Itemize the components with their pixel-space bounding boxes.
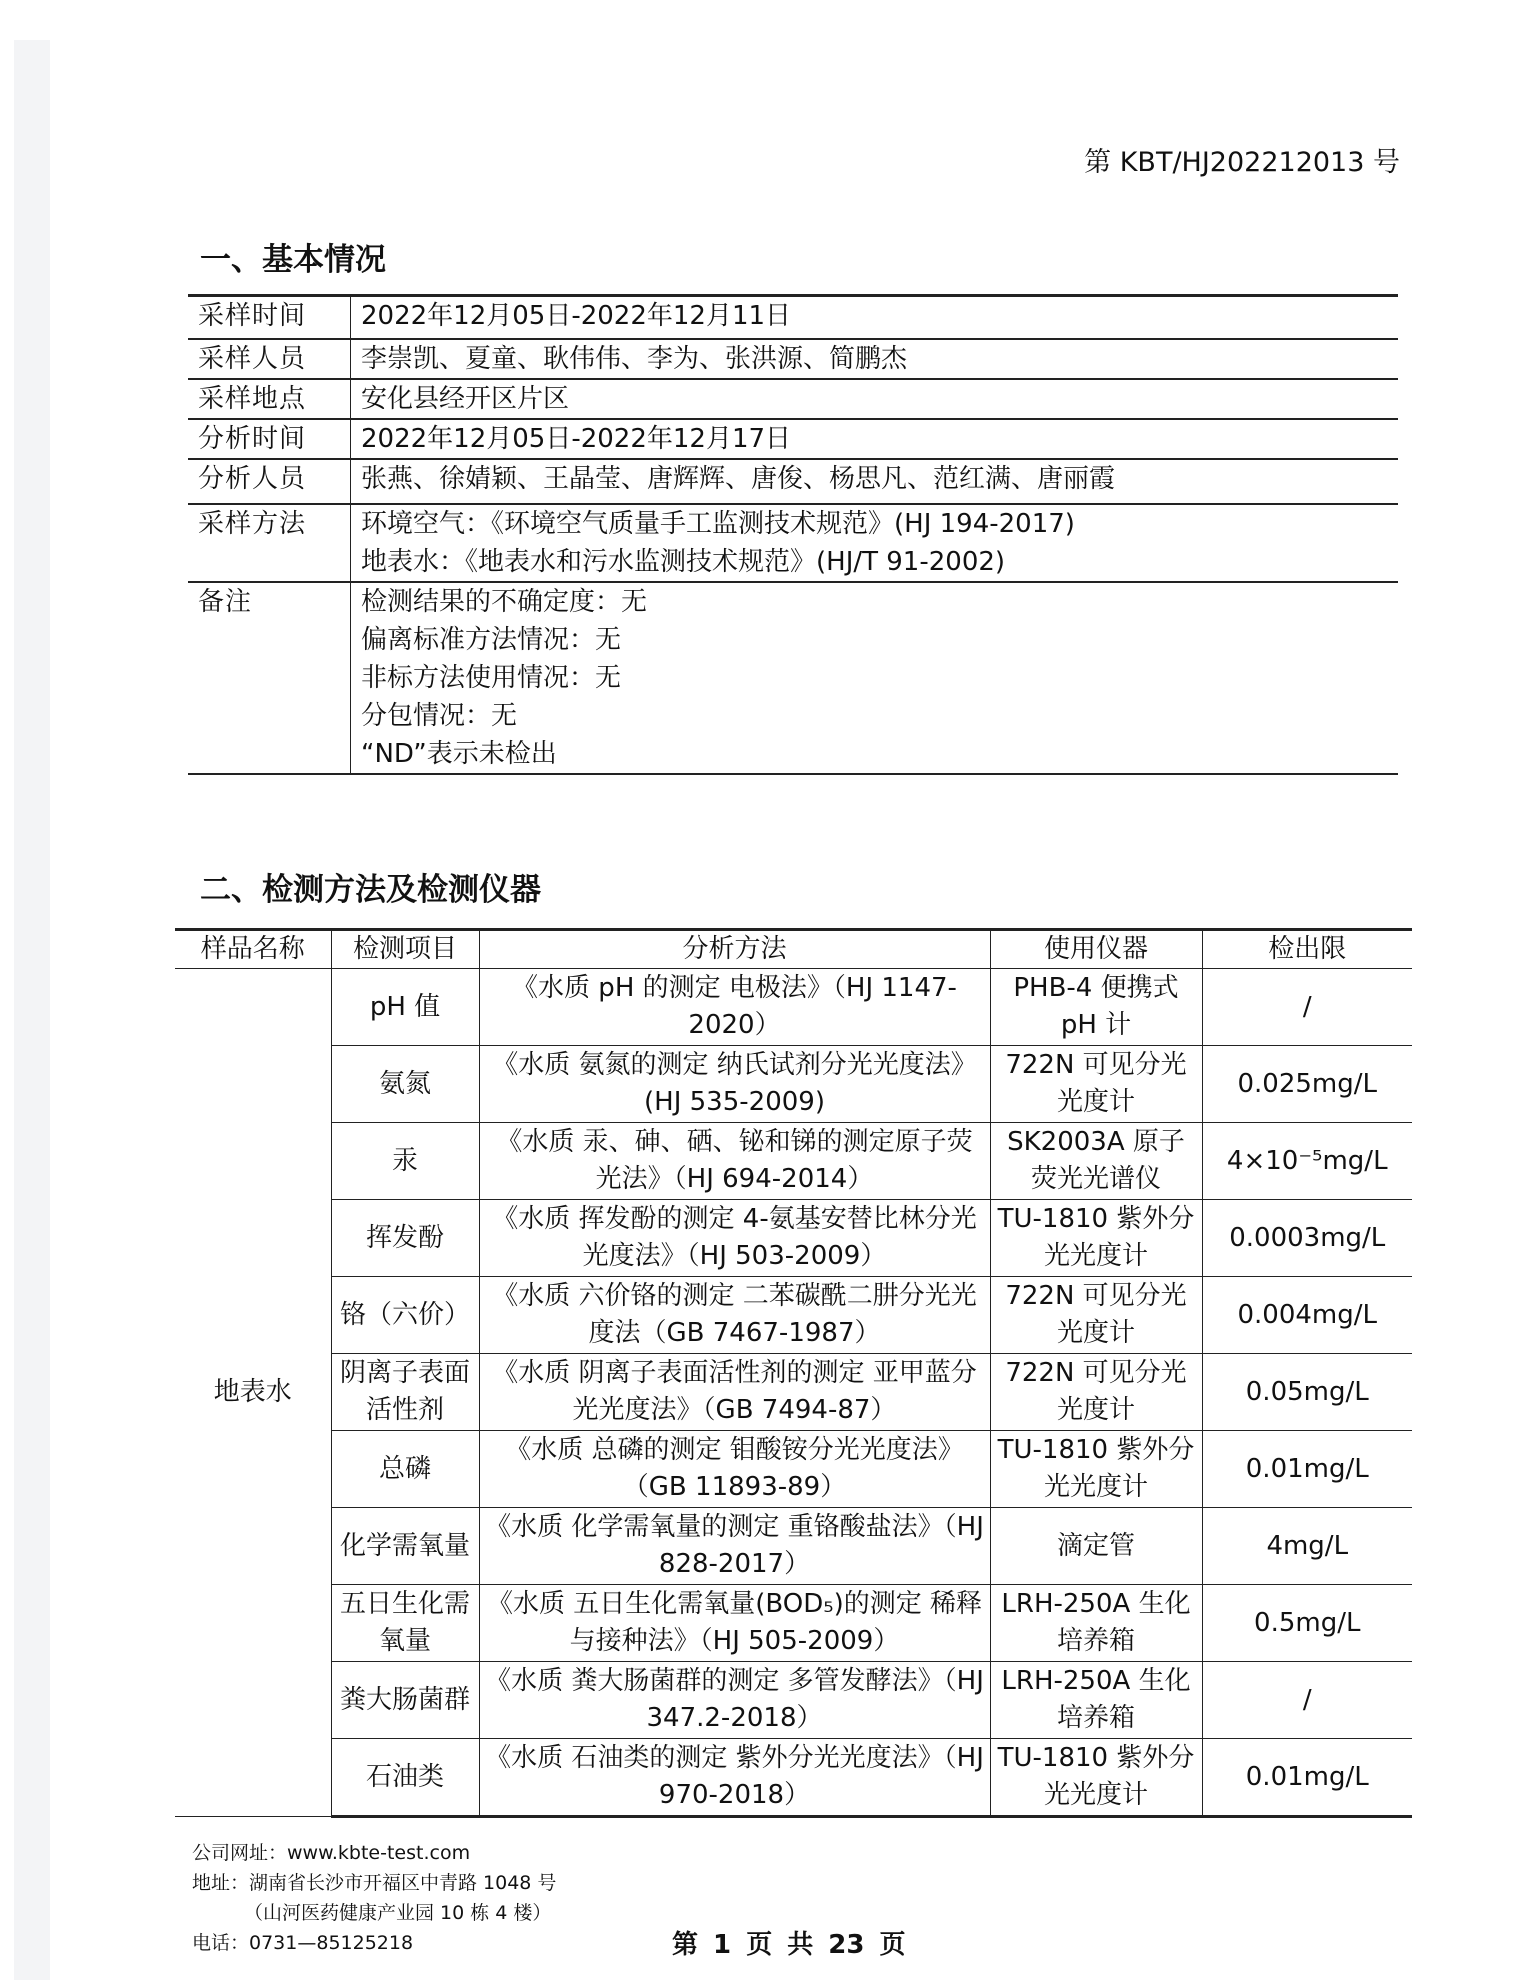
table-header-row xyxy=(175,930,1412,969)
table-row xyxy=(175,1662,1412,1739)
table-row xyxy=(175,1585,1412,1662)
column-header: 检测项目 xyxy=(331,930,479,969)
info-line: 偏离标准方法情况：无 xyxy=(361,624,622,655)
info-line: “ND”表示未检出 xyxy=(361,738,557,769)
info-label: 采样地点 xyxy=(188,379,351,419)
basic-info-table xyxy=(188,294,1398,775)
info-value xyxy=(351,296,1399,339)
cell-limit: / xyxy=(1202,1662,1412,1739)
section-2-title: 二、检测方法及检测仪器 xyxy=(200,872,541,908)
cell-instrument: LRH-250A 生化培养箱 xyxy=(990,1662,1202,1739)
info-value xyxy=(351,582,1399,774)
column-header: 分析方法 xyxy=(479,930,990,969)
cell-method: 《水质 挥发酚的测定 4-氨基安替比林分光光度法》（HJ 503-2009） xyxy=(479,1200,990,1277)
info-label: 采样方法 xyxy=(188,504,351,582)
info-value xyxy=(351,379,1399,419)
cell-limit: 0.05mg/L xyxy=(1202,1354,1412,1431)
cell-item: 化学需氧量 xyxy=(331,1508,479,1585)
info-label: 分析时间 xyxy=(188,419,351,459)
table-row xyxy=(175,1277,1412,1354)
methods-table xyxy=(175,928,1412,1818)
document-number: 第 KBT/HJ202212013 号 xyxy=(1084,147,1400,178)
table-row xyxy=(175,1046,1412,1123)
column-header: 使用仪器 xyxy=(990,930,1202,969)
cell-instrument: TU-1810 紫外分光光度计 xyxy=(990,1739,1202,1817)
cell-instrument: 722N 可见分光光度计 xyxy=(990,1354,1202,1431)
scan-edge xyxy=(14,40,50,1980)
cell-method: 《水质 pH 的测定 电极法》（HJ 1147-2020） xyxy=(479,969,990,1046)
cell-method: 《水质 总磷的测定 钼酸铵分光光度法》（GB 11893-89） xyxy=(479,1431,990,1508)
cell-instrument: TU-1810 紫外分光光度计 xyxy=(990,1431,1202,1508)
info-line: 2022年12月05日-2022年12月17日 xyxy=(361,423,792,454)
info-label: 采样时间 xyxy=(188,296,351,339)
info-line: 非标方法使用情况：无 xyxy=(361,662,622,693)
info-row xyxy=(188,419,1398,459)
cell-item: 石油类 xyxy=(331,1739,479,1817)
sample-name: 地表水 xyxy=(175,969,331,1817)
cell-item: 挥发酚 xyxy=(331,1200,479,1277)
table-row xyxy=(175,969,1412,1046)
info-value xyxy=(351,419,1399,459)
cell-method: 《水质 五日生化需氧量(BOD₅)的测定 稀释与接种法》（HJ 505-2009） xyxy=(479,1585,990,1662)
cell-limit: 0.004mg/L xyxy=(1202,1277,1412,1354)
table-row xyxy=(175,1354,1412,1431)
cell-instrument: 滴定管 xyxy=(990,1508,1202,1585)
info-label: 分析人员 xyxy=(188,459,351,504)
info-row xyxy=(188,459,1398,504)
info-value xyxy=(351,339,1399,379)
info-label: 备注 xyxy=(188,582,351,774)
cell-method: 《水质 阴离子表面活性剂的测定 亚甲蓝分光光度法》（GB 7494-87） xyxy=(479,1354,990,1431)
cell-limit: 0.5mg/L xyxy=(1202,1585,1412,1662)
cell-item: 粪大肠菌群 xyxy=(331,1662,479,1739)
cell-limit: 4×10⁻⁵mg/L xyxy=(1202,1123,1412,1200)
cell-method: 《水质 六价铬的测定 二苯碳酰二肼分光光度法（GB 7467-1987） xyxy=(479,1277,990,1354)
info-row xyxy=(188,339,1398,379)
info-line: 地表水：《地表水和污水监测技术规范》(HJ/T 91-2002) xyxy=(361,546,1006,577)
info-line: 李崇凯、夏童、耿伟伟、李为、张洪源、简鹏杰 xyxy=(361,343,908,374)
cell-item: pH 值 xyxy=(331,969,479,1046)
info-line: 安化县经开区片区 xyxy=(361,383,570,414)
column-header: 样品名称 xyxy=(175,930,331,969)
info-line: 张燕、徐婧颖、王晶莹、唐辉辉、唐俊、杨思凡、范红满、唐丽霞 xyxy=(361,463,1116,494)
cell-method: 《水质 化学需氧量的测定 重铬酸盐法》（HJ 828-2017） xyxy=(479,1508,990,1585)
cell-method: 《水质 汞、砷、硒、铋和锑的测定原子荧光法》（HJ 694-2014） xyxy=(479,1123,990,1200)
info-row xyxy=(188,379,1398,419)
cell-item: 五日生化需氧量 xyxy=(331,1585,479,1662)
footer-website: 公司网址：www.kbte-test.com xyxy=(192,1842,471,1864)
footer xyxy=(192,1838,556,1958)
cell-item: 汞 xyxy=(331,1123,479,1200)
column-header: 检出限 xyxy=(1202,930,1412,969)
cell-item: 铬（六价） xyxy=(331,1277,479,1354)
table-row xyxy=(175,1431,1412,1508)
table-row xyxy=(175,1739,1412,1817)
cell-instrument: TU-1810 紫外分光光度计 xyxy=(990,1200,1202,1277)
cell-item: 阴离子表面活性剂 xyxy=(331,1354,479,1431)
info-value xyxy=(351,459,1399,504)
table-row xyxy=(175,1123,1412,1200)
cell-limit: 4mg/L xyxy=(1202,1508,1412,1585)
info-row xyxy=(188,504,1398,582)
cell-method: 《水质 氨氮的测定 纳氏试剂分光光度法》(HJ 535-2009) xyxy=(479,1046,990,1123)
footer-address: 地址：湖南省长沙市开福区中青路 1048 号 xyxy=(192,1872,557,1894)
cell-method: 《水质 粪大肠菌群的测定 多管发酵法》（HJ 347.2-2018） xyxy=(479,1662,990,1739)
info-line: 2022年12月05日-2022年12月11日 xyxy=(361,301,792,331)
info-line: 环境空气：《环境空气质量手工监测技术规范》(HJ 194-2017) xyxy=(361,508,1075,539)
cell-limit: 0.01mg/L xyxy=(1202,1431,1412,1508)
info-line: 分包情况：无 xyxy=(361,700,518,731)
cell-method: 《水质 石油类的测定 紫外分光光度法》（HJ 970-2018） xyxy=(479,1739,990,1817)
cell-instrument: PHB-4 便携式 pH 计 xyxy=(990,969,1202,1046)
section-1-title: 一、基本情况 xyxy=(200,242,386,278)
cell-limit: 0.0003mg/L xyxy=(1202,1200,1412,1277)
cell-limit: / xyxy=(1202,969,1412,1046)
cell-item: 氨氮 xyxy=(331,1046,479,1123)
table-row xyxy=(175,1200,1412,1277)
cell-instrument: 722N 可见分光光度计 xyxy=(990,1277,1202,1354)
footer-phone: 电话：0731—85125218 xyxy=(192,1932,414,1954)
cell-item: 总磷 xyxy=(331,1431,479,1508)
info-line: 检测结果的不确定度：无 xyxy=(361,586,648,617)
info-label: 采样人员 xyxy=(188,339,351,379)
cell-limit: 0.025mg/L xyxy=(1202,1046,1412,1123)
cell-instrument: SK2003A 原子荧光光谱仪 xyxy=(990,1123,1202,1200)
cell-instrument: 722N 可见分光光度计 xyxy=(990,1046,1202,1123)
info-row xyxy=(188,296,1398,339)
cell-instrument: LRH-250A 生化培养箱 xyxy=(990,1585,1202,1662)
table-row xyxy=(175,1508,1412,1585)
footer-address-2: （山河医药健康产业园 10 栋 4 楼） xyxy=(244,1902,552,1924)
info-row xyxy=(188,582,1398,774)
page-number: 第 1 页 共 23 页 xyxy=(672,1930,906,1960)
info-value xyxy=(351,504,1399,582)
cell-limit: 0.01mg/L xyxy=(1202,1739,1412,1817)
